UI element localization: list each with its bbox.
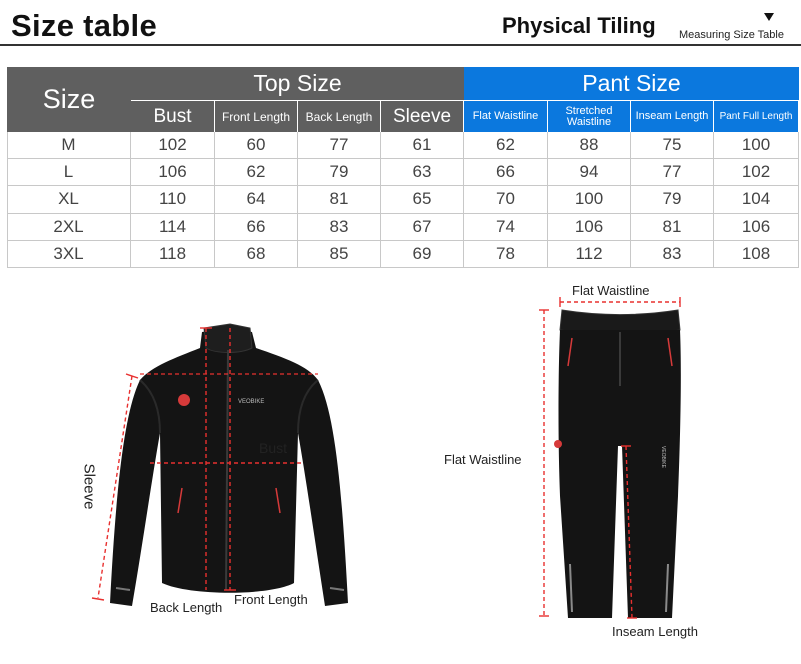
- col-header-flat-waistline: Flat Waistline: [464, 100, 548, 132]
- table-cell: 104: [714, 186, 799, 213]
- pants-brand-text: VEOBIKE: [660, 446, 666, 468]
- table-cell: 102: [714, 159, 799, 186]
- table-cell: 79: [631, 186, 714, 213]
- table-cell: 100: [714, 132, 799, 159]
- col-header-stretched-waistline: Stretched Waistline: [548, 100, 631, 132]
- table-cell: 102: [131, 132, 215, 159]
- table-cell: 118: [131, 241, 215, 268]
- table-cell: 106: [131, 159, 215, 186]
- table-cell: 81: [631, 214, 714, 241]
- table-cell: 83: [631, 241, 714, 268]
- front-length-label: Front Length: [234, 592, 308, 607]
- pants-figure: [530, 296, 720, 626]
- table-cell: 75: [631, 132, 714, 159]
- table-cell: 67: [381, 214, 464, 241]
- pant-size-group-header: Pant Size: [464, 67, 799, 100]
- table-cell-size: XL: [7, 186, 131, 213]
- flat-waistline-side-label: Flat Waistline: [444, 452, 522, 467]
- col-header-sleeve: Sleeve: [381, 100, 464, 132]
- size-column-header: Size: [7, 67, 131, 132]
- table-cell: 65: [381, 186, 464, 213]
- table-cell: 63: [381, 159, 464, 186]
- jacket-figure: [80, 318, 370, 628]
- table-cell: 77: [631, 159, 714, 186]
- flat-waistline-top-label: Flat Waistline: [572, 283, 650, 298]
- table-cell: 108: [714, 241, 799, 268]
- table-cell: 88: [548, 132, 631, 159]
- table-cell-size: M: [7, 132, 131, 159]
- jacket-body: [110, 328, 348, 606]
- jacket-logo-badge: [178, 394, 190, 406]
- col-header-pant-full-length: Pant Full Length: [714, 100, 799, 132]
- header-divider: [0, 44, 801, 46]
- table-cell: 68: [215, 241, 298, 268]
- col-header-front-length: Front Length: [215, 100, 298, 132]
- table-cell: 79: [298, 159, 381, 186]
- table-cell: 64: [215, 186, 298, 213]
- table-cell: 83: [298, 214, 381, 241]
- jacket-brand-text: VEOBIKE: [238, 399, 265, 405]
- table-cell: 70: [464, 186, 548, 213]
- table-cell: 62: [464, 132, 548, 159]
- back-length-label: Back Length: [150, 600, 223, 615]
- table-cell: 81: [298, 186, 381, 213]
- table-cell: 114: [131, 214, 215, 241]
- table-cell: 106: [714, 214, 799, 241]
- table-cell: 61: [381, 132, 464, 159]
- sleeve-label: Sleeve: [80, 463, 98, 510]
- table-cell: 112: [548, 241, 631, 268]
- col-header-bust: Bust: [131, 100, 215, 132]
- table-cell-size: 3XL: [7, 241, 131, 268]
- table-cell: 66: [464, 159, 548, 186]
- table-cell: 106: [548, 214, 631, 241]
- table-cell: 60: [215, 132, 298, 159]
- physical-tiling-title: Physical Tiling: [502, 13, 656, 38]
- table-cell: 74: [464, 214, 548, 241]
- pants-logo-badge: [554, 440, 562, 448]
- table-cell: 85: [298, 241, 381, 268]
- inseam-length-label: Inseam Length: [612, 624, 699, 639]
- table-cell: 100: [548, 186, 631, 213]
- table-cell: 78: [464, 241, 548, 268]
- measuring-size-table-subtitle: Measuring Size Table: [679, 29, 784, 41]
- bust-label: Bust: [259, 440, 288, 456]
- col-header-back-length: Back Length: [298, 100, 381, 132]
- caret-down-icon: [764, 13, 774, 21]
- top-size-group-header: Top Size: [131, 67, 464, 100]
- page-title: Size table: [11, 8, 157, 43]
- table-cell: 66: [215, 214, 298, 241]
- table-cell: 94: [548, 159, 631, 186]
- col-header-inseam-length: Inseam Length: [631, 100, 714, 132]
- table-cell: 62: [215, 159, 298, 186]
- table-cell: 77: [298, 132, 381, 159]
- table-cell: 110: [131, 186, 215, 213]
- table-cell-size: L: [7, 159, 131, 186]
- table-cell-size: 2XL: [7, 214, 131, 241]
- table-cell: 69: [381, 241, 464, 268]
